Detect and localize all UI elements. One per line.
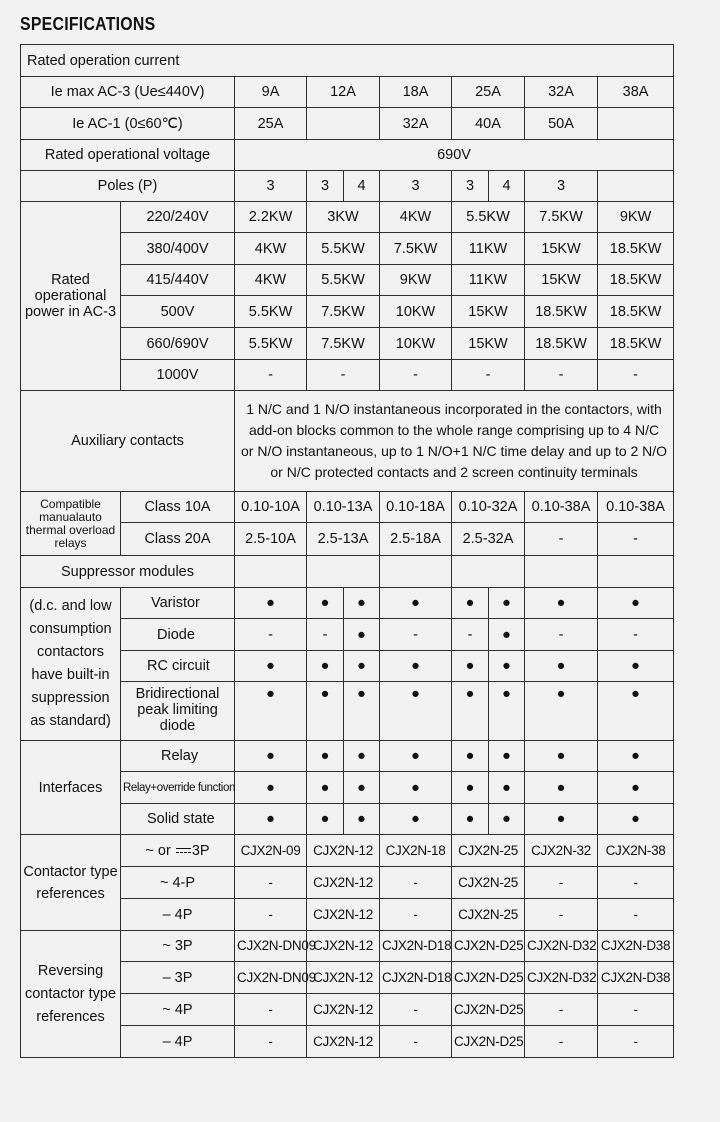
table-cell: - — [525, 994, 598, 1026]
table-cell: 15KW — [452, 328, 525, 360]
table-row — [21, 741, 674, 772]
table-cell: - — [598, 523, 674, 556]
sub-label: 660/690V — [121, 328, 235, 360]
table-cell: CJX2N-D38 — [598, 962, 674, 994]
table-cell: CJX2N-D32 — [525, 962, 598, 994]
table-cell: 5.5KW — [307, 233, 380, 265]
table-cell: ● — [380, 682, 452, 741]
table-cell: 5.5KW — [452, 202, 525, 233]
table-cell: 4KW — [235, 233, 307, 265]
table-cell: CJX2N-DN09 — [235, 931, 307, 962]
table-cell: 3 — [380, 171, 452, 202]
table-cell: 4 — [344, 171, 380, 202]
table-cell: ● — [598, 741, 674, 772]
table-cell: ● — [489, 804, 525, 835]
table-cell: ● — [452, 651, 489, 682]
table-cell: - — [525, 619, 598, 651]
table-cell: - — [235, 994, 307, 1026]
table-cell: ● — [307, 651, 344, 682]
table-cell: 32A — [380, 108, 452, 140]
table-cell: 2.2KW — [235, 202, 307, 233]
table-cell: 9KW — [598, 202, 674, 233]
table-cell: - — [380, 867, 452, 899]
row-label: Suppressor modules — [21, 556, 235, 588]
table-cell: 2.5-10A — [235, 523, 307, 556]
table-row — [21, 202, 674, 233]
table-cell: ● — [598, 772, 674, 804]
table-cell: CJX2N-18 — [380, 835, 452, 867]
table-cell: ● — [380, 741, 452, 772]
table-cell: CJX2N-12 — [307, 962, 380, 994]
table-cell: 25A — [452, 77, 525, 108]
row-label: Ie AC-1 (0≤60℃) — [21, 108, 235, 140]
table-cell: ● — [344, 772, 380, 804]
sub-label: 1000V — [121, 360, 235, 391]
table-cell: 12A — [307, 77, 380, 108]
table-cell: ● — [344, 651, 380, 682]
table-cell: 5.5KW — [235, 328, 307, 360]
table-cell: ● — [489, 619, 525, 651]
table-cell: ● — [344, 682, 380, 741]
table-cell: ● — [598, 588, 674, 619]
table-cell: CJX2N-D18 — [380, 962, 452, 994]
table-cell: 0.10-38A — [525, 492, 598, 523]
table-cell: ● — [380, 772, 452, 804]
table-cell: ● — [489, 741, 525, 772]
table-cell: ● — [235, 682, 307, 741]
table-cell: 9KW — [380, 265, 452, 296]
sub-label: Solid state — [121, 804, 235, 835]
sub-label: – 3P — [121, 962, 235, 994]
group-label: Interfaces — [21, 741, 121, 835]
table-cell: ● — [380, 804, 452, 835]
table-cell: ● — [598, 804, 674, 835]
table-cell — [380, 556, 452, 588]
table-cell: CJX2N-38 — [598, 835, 674, 867]
table-cell: ● — [525, 741, 598, 772]
table-cell: - — [380, 1026, 452, 1058]
table-row — [21, 835, 674, 867]
table-cell: CJX2N-D25 — [452, 1026, 525, 1058]
table-cell: CJX2N-D25 — [452, 962, 525, 994]
table-cell: CJX2N-25 — [452, 899, 525, 931]
table-cell: 7.5KW — [307, 328, 380, 360]
table-cell: 3 — [307, 171, 344, 202]
table-cell: 7.5KW — [380, 233, 452, 265]
table-cell: - — [525, 867, 598, 899]
sub-label: Varistor — [121, 588, 235, 619]
table-cell: CJX2N-DN09 — [235, 962, 307, 994]
sub-label: RC circuit — [121, 651, 235, 682]
table-cell — [452, 556, 525, 588]
table-cell: ● — [235, 651, 307, 682]
table-cell: - — [525, 523, 598, 556]
sub-label: ~ 4P — [121, 994, 235, 1026]
table-cell: ● — [452, 682, 489, 741]
ac-dc-prefix: ~ or — [145, 842, 171, 859]
table-row — [21, 45, 674, 77]
table-cell: ● — [380, 588, 452, 619]
table-cell: - — [525, 899, 598, 931]
table-cell: 18.5KW — [598, 265, 674, 296]
table-cell: ● — [452, 588, 489, 619]
table-cell: 2.5-13A — [307, 523, 380, 556]
group-label: Rated operational power in AC-3 — [21, 202, 121, 391]
table-cell: - — [452, 619, 489, 651]
table-row — [21, 931, 674, 962]
table-cell: 2.5-18A — [380, 523, 452, 556]
table-cell: 7.5KW — [307, 296, 380, 328]
table-cell: CJX2N-D18 — [380, 931, 452, 962]
table-cell: 18.5KW — [598, 296, 674, 328]
table-cell: 11KW — [452, 233, 525, 265]
table-row — [21, 391, 674, 492]
table-cell: CJX2N-12 — [307, 899, 380, 931]
sub-label: Class 20A — [121, 523, 235, 556]
row-label: Rated operational voltage — [21, 140, 235, 171]
table-cell: 15KW — [525, 265, 598, 296]
table-cell: ● — [344, 588, 380, 619]
table-cell: - — [598, 994, 674, 1026]
table-cell: 3KW — [307, 202, 380, 233]
table-cell: CJX2N-32 — [525, 835, 598, 867]
sub-label: 415/440V — [121, 265, 235, 296]
group-label: Contactor type references — [21, 835, 121, 931]
table-cell: ● — [307, 772, 344, 804]
table-cell: 18.5KW — [525, 328, 598, 360]
table-cell: 15KW — [525, 233, 598, 265]
table-cell: 5.5KW — [235, 296, 307, 328]
table-cell: ● — [525, 804, 598, 835]
table-cell: 18.5KW — [598, 233, 674, 265]
table-cell: 4KW — [235, 265, 307, 296]
table-cell: ● — [235, 741, 307, 772]
table-cell: ● — [452, 772, 489, 804]
table-cell: CJX2N-D38 — [598, 931, 674, 962]
sub-label: ~ 4-P — [121, 867, 235, 899]
table-cell: ● — [235, 804, 307, 835]
table-cell: - — [525, 360, 598, 391]
table-cell: ● — [598, 651, 674, 682]
table-cell: 50A — [525, 108, 598, 140]
table-cell: 4 — [489, 171, 525, 202]
table-cell: 690V — [235, 140, 674, 171]
table-cell: - — [452, 360, 525, 391]
table-cell: 9A — [235, 77, 307, 108]
sub-label: ~ 3P — [121, 931, 235, 962]
table-cell — [598, 171, 674, 202]
table-cell: ● — [307, 682, 344, 741]
sub-label: Diode — [121, 619, 235, 651]
table-cell: ● — [525, 588, 598, 619]
table-cell: ● — [380, 651, 452, 682]
table-cell: - — [235, 867, 307, 899]
table-cell: 0.10-13A — [307, 492, 380, 523]
table-cell: ● — [452, 804, 489, 835]
table-cell: - — [525, 1026, 598, 1058]
table-cell: ● — [525, 651, 598, 682]
table-cell: 2.5-32A — [452, 523, 525, 556]
group-label: (d.c. and low consumption contactors have built-in suppression as standard) — [21, 588, 121, 741]
table-cell: CJX2N-12 — [307, 1026, 380, 1058]
table-row — [21, 556, 674, 588]
table-row — [21, 588, 674, 619]
group-label: Compatible manualauto thermal overload relays — [21, 492, 121, 556]
poles-suffix: 3P — [191, 842, 210, 859]
table-cell: 32A — [525, 77, 598, 108]
table-row — [21, 171, 674, 202]
specifications-table — [20, 44, 674, 1058]
table-cell: ● — [489, 682, 525, 741]
table-cell: 0.10-32A — [452, 492, 525, 523]
table-cell: ● — [489, 651, 525, 682]
sub-label: 220/240V — [121, 202, 235, 233]
table-cell: 7.5KW — [525, 202, 598, 233]
table-cell: CJX2N-12 — [307, 835, 380, 867]
table-cell: CJX2N-12 — [307, 931, 380, 962]
sub-label: Class 10A — [121, 492, 235, 523]
table-row — [21, 108, 674, 140]
table-cell: 3 — [525, 171, 598, 202]
table-cell: 38A — [598, 77, 674, 108]
table-cell: - — [598, 1026, 674, 1058]
table-cell: - — [235, 619, 307, 651]
sub-label — [121, 835, 235, 867]
table-cell: - — [380, 360, 452, 391]
table-cell: ● — [489, 588, 525, 619]
table-cell: 25A — [235, 108, 307, 140]
table-cell: 0.10-10A — [235, 492, 307, 523]
sub-label: – 4P — [121, 1026, 235, 1058]
table-cell: - — [307, 360, 380, 391]
sub-label: 380/400V — [121, 233, 235, 265]
table-cell: 0.10-18A — [380, 492, 452, 523]
table-cell: CJX2N-25 — [452, 835, 525, 867]
row-label: Ie max AC-3 (Ue≤440V) — [21, 77, 235, 108]
table-cell: ● — [525, 682, 598, 741]
table-cell: ● — [307, 804, 344, 835]
table-cell: - — [598, 867, 674, 899]
table-cell — [307, 108, 380, 140]
table-cell: CJX2N-D25 — [452, 931, 525, 962]
table-cell: 4KW — [380, 202, 452, 233]
table-cell: 18.5KW — [525, 296, 598, 328]
table-cell: ● — [452, 741, 489, 772]
sub-label: Bridirectional peak limiting diode — [121, 682, 235, 741]
table-cell — [235, 556, 307, 588]
table-row — [21, 140, 674, 171]
sub-label: 500V — [121, 296, 235, 328]
table-cell: - — [235, 899, 307, 931]
group-label: Reversing contactor type references — [21, 931, 121, 1058]
table-cell: - — [380, 899, 452, 931]
table-cell: - — [235, 1026, 307, 1058]
table-cell: ● — [344, 804, 380, 835]
table-cell: - — [380, 994, 452, 1026]
sub-label: Relay — [121, 741, 235, 772]
table-cell: CJX2N-09 — [235, 835, 307, 867]
table-cell: 18.5KW — [598, 328, 674, 360]
table-cell: 3 — [452, 171, 489, 202]
table-cell: CJX2N-12 — [307, 867, 380, 899]
table-cell — [307, 556, 380, 588]
table-cell: - — [380, 619, 452, 651]
table-cell: 3 — [235, 171, 307, 202]
table-cell: ● — [525, 772, 598, 804]
table-cell: ● — [235, 588, 307, 619]
table-cell: 18A — [380, 77, 452, 108]
table-cell: ● — [344, 619, 380, 651]
row-label: Auxiliary contacts — [21, 391, 235, 492]
page-title: SPECIFICATIONS — [20, 14, 156, 34]
dc-symbol-icon — [176, 846, 191, 855]
table-cell: 5.5KW — [307, 265, 380, 296]
table-cell: ● — [235, 772, 307, 804]
table-cell: 15KW — [452, 296, 525, 328]
table-cell: CJX2N-12 — [307, 994, 380, 1026]
table-cell — [525, 556, 598, 588]
sub-label: – 4P — [121, 899, 235, 931]
table-cell: 11KW — [452, 265, 525, 296]
table-cell: 0.10-38A — [598, 492, 674, 523]
table-cell: - — [307, 619, 344, 651]
table-cell: CJX2N-D25 — [452, 994, 525, 1026]
table-cell: ● — [598, 682, 674, 741]
table-cell: - — [598, 360, 674, 391]
table-cell: 40A — [452, 108, 525, 140]
table-cell: - — [235, 360, 307, 391]
sub-label: Relay+override function — [121, 772, 235, 804]
table-cell: ● — [489, 772, 525, 804]
table-cell: CJX2N-25 — [452, 867, 525, 899]
table-cell: - — [598, 899, 674, 931]
table-cell: CJX2N-D32 — [525, 931, 598, 962]
table-row — [21, 492, 674, 523]
table-cell — [598, 108, 674, 140]
table-cell: ● — [307, 588, 344, 619]
table-cell: 10KW — [380, 328, 452, 360]
table-cell: ● — [307, 741, 344, 772]
table-cell — [598, 556, 674, 588]
table-cell: - — [598, 619, 674, 651]
section-header: Rated operation current — [21, 45, 674, 77]
table-cell: ● — [344, 741, 380, 772]
auxiliary-description: 1 N/C and 1 N/O instantaneous incorporated in the contactors, with add-on blocks common to the whole range comprising up to 4 N/C or N/O instantaneous, up to 1 N/O+1 N/C time delay and up to 2 N/O or N/C protected contacts and 2 screen continuity terminals — [235, 391, 674, 492]
row-label: Poles (P) — [21, 171, 235, 202]
table-row — [21, 77, 674, 108]
table-cell: 10KW — [380, 296, 452, 328]
